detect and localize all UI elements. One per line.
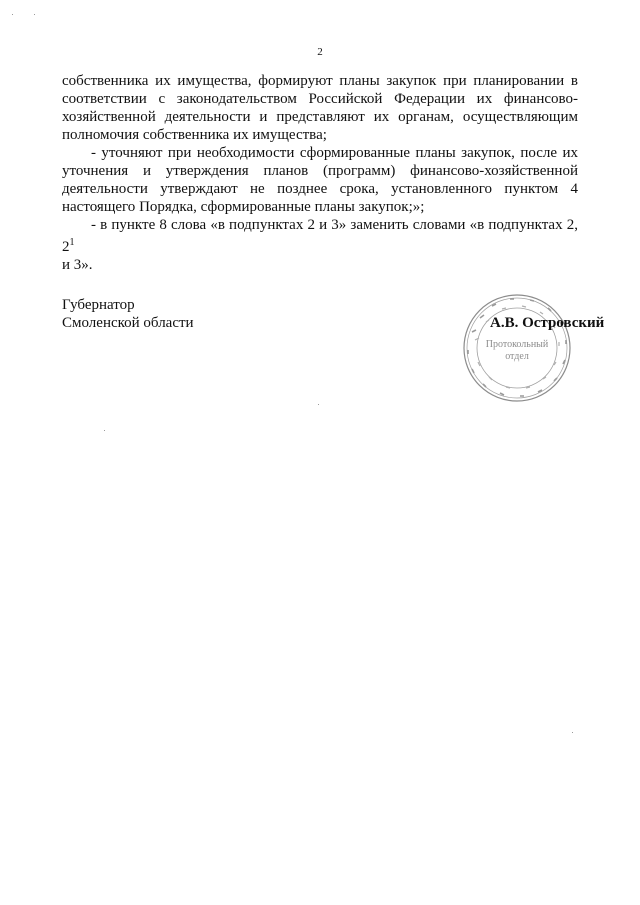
- paragraph-3: [62, 216, 578, 256]
- page-number: 2: [317, 46, 323, 58]
- seal-inner-text-line-2: отдел: [505, 351, 529, 362]
- scan-speck: [318, 404, 319, 405]
- scan-speck: [572, 732, 573, 733]
- paragraph-3-line-2: и 3».: [62, 257, 93, 273]
- paragraph-1-line-3: хозяйственной деятельности и представляют их органам, осуществляющим: [62, 109, 578, 125]
- paragraph-1-line-1: собственника их имущества, формируют планы закупок при планировании в: [62, 73, 578, 89]
- scan-speck: [12, 14, 13, 15]
- signatory-title-line-1: Губернатор: [62, 297, 135, 313]
- scan-speck: [104, 430, 105, 431]
- paragraph-3-line-1: - в пункте 8 слова «в подпунктах 2 и 3» заменить словами «в подпунктах 2, 2: [62, 217, 578, 255]
- paragraph-1-line-4: полномочия собственника их имущества;: [62, 127, 327, 143]
- official-seal: [452, 292, 582, 404]
- paragraph-1: [62, 72, 578, 144]
- paragraph-2-line-3: деятельности утверждают не позднее срока, установленного пунктом 4 настоящего: [62, 181, 578, 215]
- superscript-one: 1: [69, 237, 75, 248]
- signatory-name: А.В. Островский: [490, 315, 605, 331]
- paragraph-2: [62, 144, 578, 216]
- paragraph-2-line-2: уточнения и утверждения планов (программ) финансово-хозяйственной: [62, 163, 578, 179]
- paragraph-2-line-1: - уточняют при необходимости сформированные планы закупок, после их: [91, 145, 578, 161]
- paragraph-2-line-4: Порядка, сформированные планы закупок;»;: [139, 199, 425, 215]
- signatory-title: [62, 296, 194, 332]
- scan-speck: [34, 14, 35, 15]
- seal-inner-text-line-1: Протокольный: [485, 339, 549, 350]
- paragraph-3-continuation: [62, 256, 578, 274]
- paragraph-1-line-2: соответствии с законодательством Российской Федерации их финансово-: [62, 91, 578, 107]
- signatory-title-line-2: Смоленской области: [62, 315, 194, 331]
- document-body: [62, 72, 578, 274]
